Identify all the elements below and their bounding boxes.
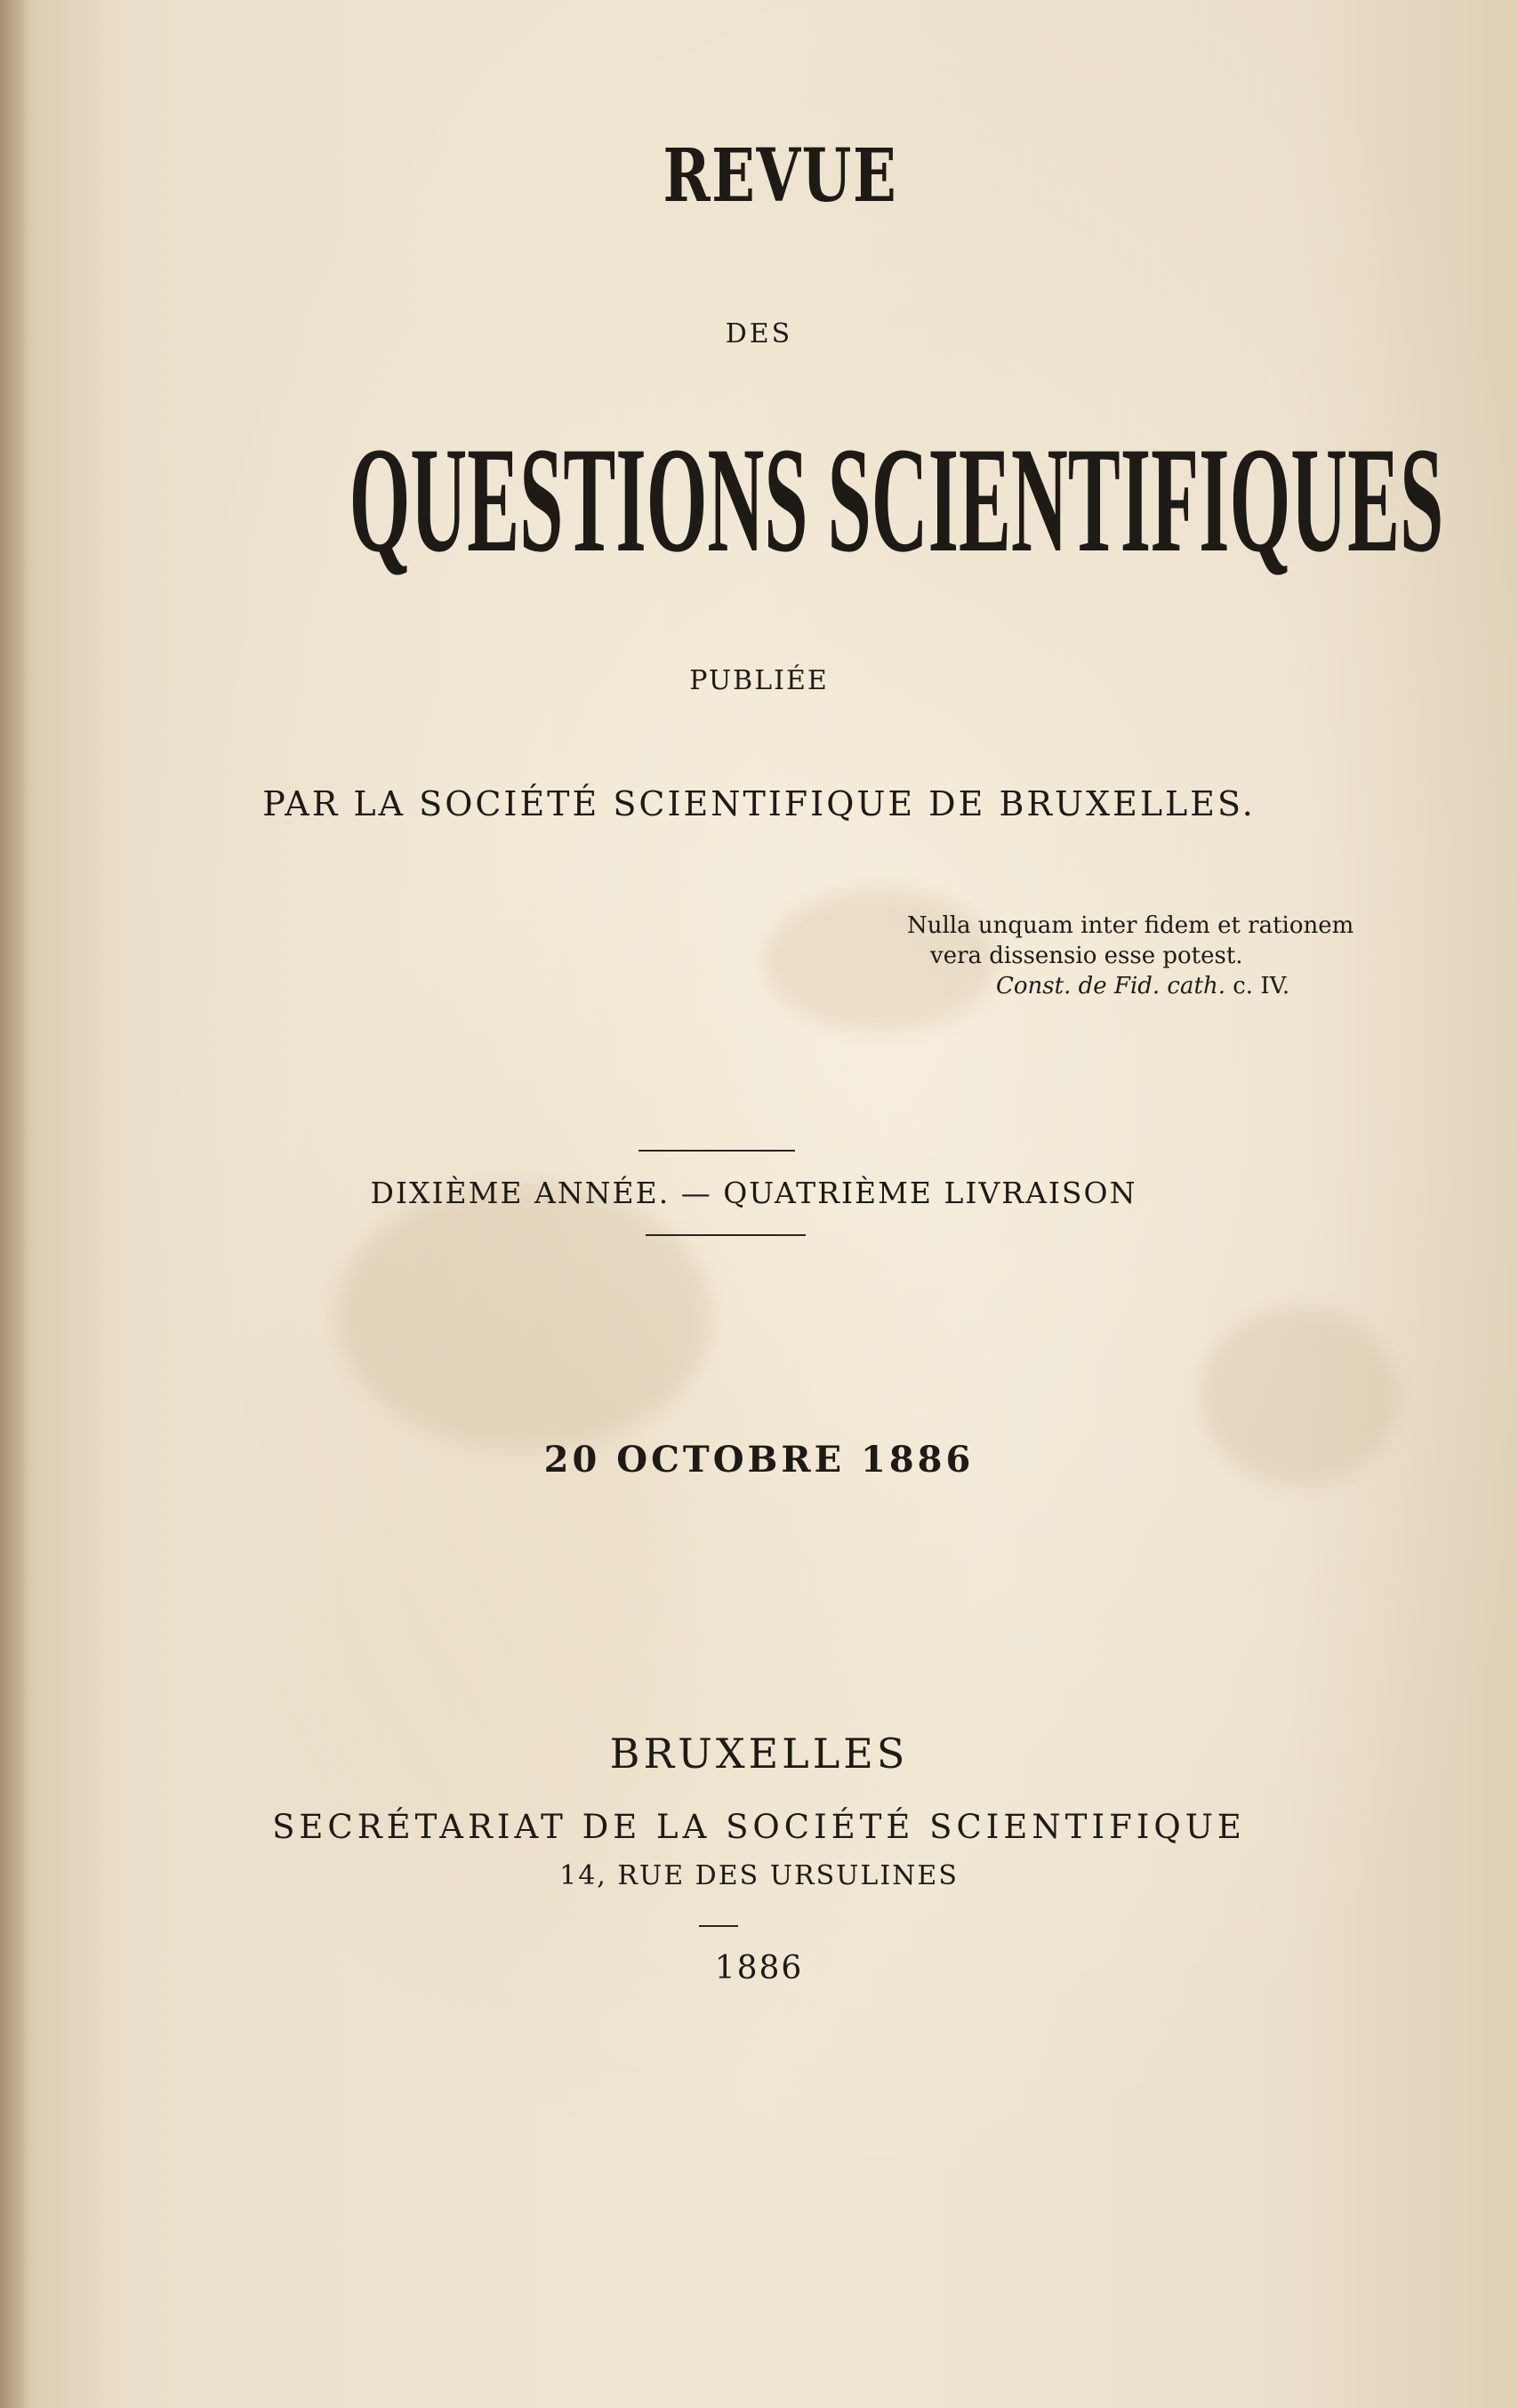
epigraph-line-1: Nulla unquam inter fidem et rationem — [907, 912, 1354, 939]
published-label: PUBLIÉE — [689, 665, 829, 696]
journal-title-revue: REVUE — [663, 133, 898, 219]
journal-title-des: DES — [725, 318, 793, 349]
journal-main-title: QUESTIONS SCIENTIFIQUES — [349, 416, 1444, 583]
epigraph-citation-chapter: c. IV. — [1233, 973, 1290, 999]
top-rule — [639, 1150, 795, 1152]
publisher-society: PAR LA SOCIÉTÉ SCIENTIFIQUE DE BRUXELLES. — [262, 784, 1256, 823]
epigraph-citation-source: Const. de Fid. cath. — [996, 973, 1225, 999]
epigraph — [907, 911, 1405, 1001]
issue-date: 20 OCTOBRE 1886 — [543, 1439, 975, 1481]
imprint-address: 14, RUE DES URSULINES — [559, 1860, 959, 1891]
imprint-secretariat: SECRÉTARIAT DE LA SOCIÉTÉ SCIENTIFIQUE — [272, 1808, 1246, 1846]
imprint-year: 1886 — [714, 1950, 804, 1987]
epigraph-citation — [907, 971, 1405, 1001]
imprint-city: BRUXELLES — [609, 1730, 909, 1778]
bottom-rule — [646, 1234, 806, 1236]
epigraph-line-2: vera dissensio esse potest. — [930, 943, 1243, 969]
issue-line: DIXIÈME ANNÉE. — QUATRIÈME LIVRAISON — [370, 1176, 1137, 1210]
paper-stain — [338, 1183, 711, 1449]
imprint-rule — [699, 1925, 738, 1927]
